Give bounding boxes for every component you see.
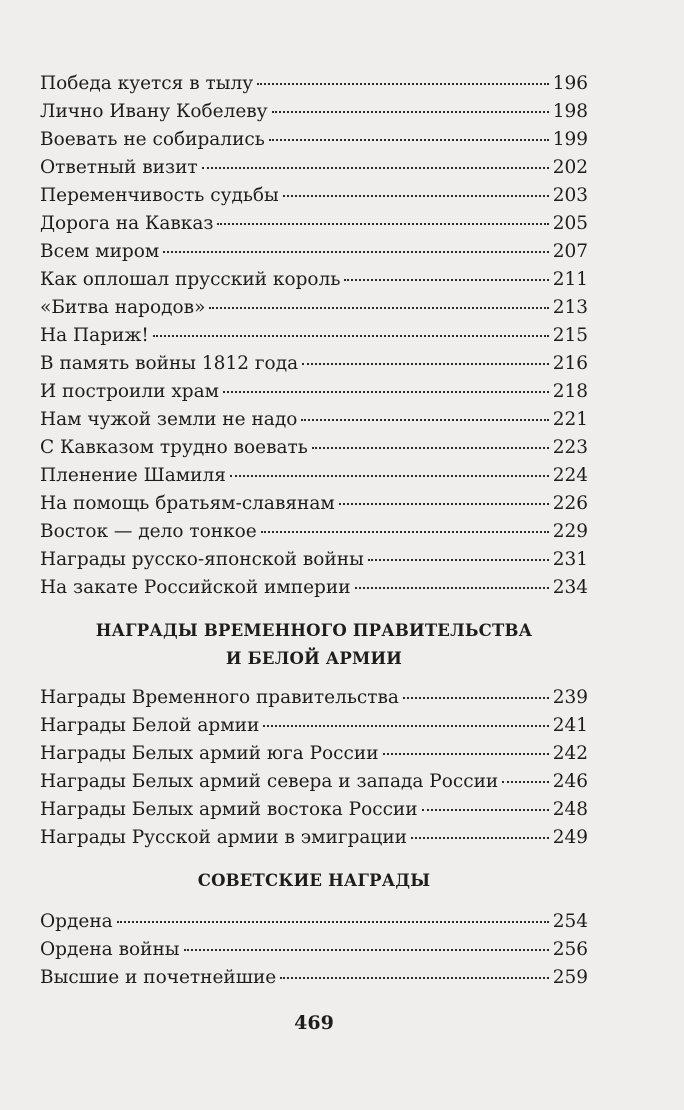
toc-entry-page: 259 [552, 967, 588, 988]
toc-entry-page: 216 [552, 353, 588, 374]
dot-leader [280, 976, 548, 979]
dot-leader [403, 696, 549, 699]
toc-entry-page: 207 [552, 241, 588, 262]
dot-leader [272, 110, 549, 113]
toc-entry-page: 246 [552, 771, 588, 792]
dot-leader [283, 194, 549, 197]
toc-entry [40, 490, 588, 518]
toc-list-main [40, 70, 588, 602]
toc-entry-page: 234 [552, 577, 588, 598]
dot-leader [263, 724, 548, 727]
dot-leader [312, 446, 549, 449]
toc-entry [40, 768, 588, 796]
dot-leader [302, 362, 549, 365]
dot-leader [355, 586, 549, 589]
section-heading-line2: И БЕЛОЙ АРМИИ [225, 649, 403, 668]
toc-entry-page: 198 [552, 101, 588, 122]
dot-leader [502, 780, 548, 783]
dot-leader [217, 222, 548, 225]
toc-entry [40, 322, 588, 350]
toc-entry [40, 350, 588, 378]
dot-leader [163, 250, 548, 253]
toc-entry-title: Ответный визит [40, 157, 198, 178]
toc-entry-title: На закате Российской империи [40, 577, 351, 598]
toc-entry-title: С Кавказом трудно воевать [40, 437, 308, 458]
dot-leader [202, 166, 549, 169]
toc-entry-title: На помощь братьям-славянам [40, 493, 335, 514]
dot-leader [383, 752, 549, 755]
toc-list-white-army [40, 684, 588, 852]
toc-entry [40, 98, 588, 126]
toc-entry-title: Воевать не собирались [40, 129, 265, 150]
toc-entry-page: 231 [552, 549, 588, 570]
toc-entry-title: Победа куется в тылу [40, 73, 254, 94]
dot-leader [184, 948, 549, 951]
dot-leader [230, 474, 549, 477]
toc-entry-title: Ордена войны [40, 939, 180, 960]
toc-entry-title: Переменчивость судьбы [40, 185, 279, 206]
toc-entry [40, 182, 588, 210]
toc-entry-title: Ордена [40, 911, 113, 932]
toc-entry-page: 211 [552, 269, 588, 290]
toc-entry [40, 824, 588, 852]
dot-leader [411, 836, 549, 839]
toc-entry-title: Награды Временного правительства [40, 687, 399, 708]
toc-entry [40, 238, 588, 266]
toc-entry-title: Лично Ивану Кобелеву [40, 101, 268, 122]
toc-entry-title: Нам чужой земли не надо [40, 409, 298, 430]
toc-entry-page: 256 [552, 939, 588, 960]
toc-entry [40, 908, 588, 936]
toc-entry-title: Восток — дело тонкое [40, 521, 257, 542]
dot-leader [269, 138, 549, 141]
dot-leader [339, 502, 549, 505]
toc-entry-page: 241 [552, 715, 588, 736]
toc-entry [40, 684, 588, 712]
toc-entry-page: 254 [552, 911, 588, 932]
toc-entry [40, 712, 588, 740]
dot-leader [261, 530, 549, 533]
toc-entry-title: Награды русско-японской войны [40, 549, 364, 570]
dot-leader [117, 920, 549, 923]
toc-entry [40, 936, 588, 964]
toc-entry [40, 266, 588, 294]
toc-entry-page: 199 [552, 129, 588, 150]
toc-entry-page: 249 [552, 827, 588, 848]
toc-list-soviet [40, 908, 588, 992]
toc-entry-page: 196 [552, 73, 588, 94]
toc-entry [40, 740, 588, 768]
dot-leader [301, 418, 548, 421]
toc-entry-title: Пленение Шамиля [40, 465, 226, 486]
page-number: 469 [294, 1012, 334, 1034]
toc-entry [40, 518, 588, 546]
toc-entry [40, 70, 588, 98]
toc-entry [40, 462, 588, 490]
toc-entry-page: 218 [552, 381, 588, 402]
toc-entry [40, 406, 588, 434]
toc-entry [40, 434, 588, 462]
toc-entry-page: 223 [552, 437, 588, 458]
toc-entry-title: В память войны 1812 года [40, 353, 299, 374]
dot-leader [223, 390, 549, 393]
dot-leader [422, 808, 549, 811]
toc-entry-title: Награды Белых армий востока России [40, 799, 418, 820]
toc-entry [40, 378, 588, 406]
toc-entry-title: Всем миром [40, 241, 160, 262]
toc-entry-title: Высшие и почетнейшие [40, 967, 277, 988]
dot-leader [344, 278, 548, 281]
toc-entry-page: 248 [552, 799, 588, 820]
section-heading: СОВЕТСКИЕ НАГРАДЫ [197, 871, 431, 890]
toc-entry [40, 796, 588, 824]
dot-leader [153, 334, 549, 337]
toc-entry-page: 213 [552, 297, 588, 318]
toc-entry-page: 205 [552, 213, 588, 234]
toc-entry-title: На Париж! [40, 325, 149, 346]
toc-entry-title: «Битва народов» [40, 297, 206, 318]
dot-leader [257, 82, 549, 85]
toc-entry [40, 294, 588, 322]
toc-entry-title: Как оплошал прусский король [40, 269, 341, 290]
toc-entry-title: Награды Белых армий юга России [40, 743, 379, 764]
toc-entry-page: 202 [552, 157, 588, 178]
toc-entry-title: Награды Русской армии в эмиграции [40, 827, 407, 848]
toc-entry [40, 964, 588, 992]
toc-entry-page: 215 [552, 325, 588, 346]
toc-entry-title: И построили храм [40, 381, 220, 402]
toc-entry-page: 242 [552, 743, 588, 764]
toc-entry-page: 239 [552, 687, 588, 708]
section-heading: НАГРАДЫ ВРЕМЕННОГО ПРАВИТЕЛЬСТВА [95, 621, 533, 640]
toc-entry-title: Награды Белой армии [40, 715, 260, 736]
toc-entry-page: 229 [552, 521, 588, 542]
toc-entry-title: Дорога на Кавказ [40, 213, 214, 234]
toc-entry [40, 546, 588, 574]
toc-entry-page: 221 [552, 409, 588, 430]
toc-entry [40, 154, 588, 182]
toc-entry-page: 226 [552, 493, 588, 514]
toc-entry [40, 126, 588, 154]
toc-entry-page: 203 [552, 185, 588, 206]
toc-entry-title: Награды Белых армий севера и запада России [40, 771, 499, 792]
dot-leader [209, 306, 548, 309]
toc-entry-page: 224 [552, 465, 588, 486]
toc-entry [40, 210, 588, 238]
toc-entry [40, 574, 588, 602]
dot-leader [368, 558, 549, 561]
